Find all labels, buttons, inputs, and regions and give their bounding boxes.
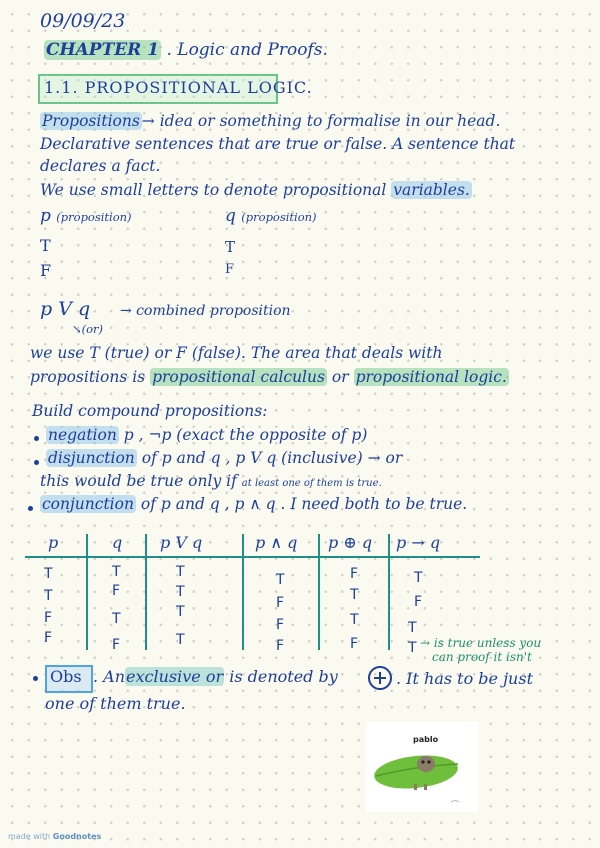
table-col-divider-2 <box>145 534 147 650</box>
section-title: 1.1. PROPOSITIONAL LOGIC. <box>44 78 313 97</box>
chapter-title: . Logic and Proofs. <box>166 40 328 60</box>
bullet-negation <box>34 436 39 441</box>
example-p-label: p <box>40 206 51 226</box>
obs-line-1-start: . An <box>93 667 126 686</box>
table-header-q: q <box>112 533 123 552</box>
table-header-p: p <box>48 533 59 552</box>
intro-line-4-text: We use small letters to denote propositional <box>40 181 387 199</box>
footer-prefix: made with <box>8 832 51 841</box>
implication-note-1: → is true unless you <box>420 636 542 650</box>
table-col-divider-3 <box>242 534 244 650</box>
example-p-false: F <box>40 261 52 280</box>
disjunction-rest: of p and q , p V q (inclusive) → or <box>141 449 403 467</box>
table-cell: T <box>176 584 185 600</box>
table-cell: T <box>414 570 423 586</box>
intro-line-4 <box>40 181 472 199</box>
bullet-obs <box>33 676 38 681</box>
table-header-rule <box>25 556 480 558</box>
variables-term: variables. <box>393 181 470 199</box>
chapter-label: CHAPTER 1 <box>46 40 160 60</box>
example-q-note: (proposition) <box>241 210 317 224</box>
conjunction-line <box>40 495 467 513</box>
bullet-disjunction <box>34 460 39 465</box>
combined-expr: p V q <box>40 298 91 320</box>
table-cell: F <box>276 638 285 654</box>
conjunction-term: conjunction <box>42 495 134 513</box>
negation-rest: p , ¬p (exact the opposite of p) <box>123 426 368 444</box>
table-cell: F <box>112 583 121 599</box>
table-cell: T <box>408 620 417 636</box>
obs-line-1-end: . It has to be just <box>396 669 533 688</box>
table-header-and: p ∧ q <box>255 533 298 552</box>
compound-heading: Build compound propositions: <box>32 402 268 420</box>
date: 09/09/23 <box>40 10 126 32</box>
disjunction-line-2 <box>40 472 382 490</box>
table-col-divider-1 <box>86 534 88 650</box>
table-header-xor: p ⊕ q <box>328 533 373 552</box>
table-cell: T <box>44 588 53 604</box>
area-line-2 <box>30 368 509 386</box>
pablo-sticker <box>366 722 478 812</box>
table-col-divider-4 <box>318 534 320 650</box>
disjunction-line <box>46 449 402 467</box>
table-cell: F <box>350 566 359 582</box>
area-or: or <box>331 368 349 386</box>
table-cell: T <box>112 611 121 627</box>
intro-line-2: Declarative sentences that are true or false. A sentence that <box>40 135 516 153</box>
area-line-2-text: propositions is <box>30 368 146 386</box>
example-q-label: q <box>225 206 236 226</box>
table-cell: T <box>176 604 185 620</box>
exclusive-or-term: exclusive or <box>126 667 224 686</box>
example-q-true: T <box>225 238 236 256</box>
table-cell: T <box>408 640 417 656</box>
sticker-label: pablo <box>413 735 439 744</box>
footer-brand: Goodnotes <box>52 832 102 841</box>
table-cell: T <box>176 632 185 648</box>
table-cell: F <box>44 610 53 626</box>
or-note: ↘(or) <box>72 322 104 336</box>
obs-line-1 <box>93 667 338 686</box>
example-p <box>40 206 132 226</box>
example-q-false: F <box>225 262 235 277</box>
implication-note-2: can proof it isn't <box>432 650 532 664</box>
obs-line-2: one of them true. <box>45 694 186 713</box>
obs-line-1-mid: is denoted by <box>229 667 338 686</box>
table-cell: F <box>276 617 285 633</box>
table-cell: F <box>44 630 53 646</box>
table-cell: F <box>414 594 423 610</box>
table-header-or: p V q <box>160 533 203 552</box>
oplus-icon <box>368 666 392 690</box>
example-p-note: (proposition) <box>56 210 132 224</box>
table-cell: T <box>276 572 285 588</box>
table-cell: F <box>112 637 121 653</box>
table-cell: T <box>176 564 185 580</box>
example-p-true: T <box>40 236 51 255</box>
disjunction-term: disjunction <box>48 449 135 467</box>
propositional-logic-term: propositional logic. <box>355 368 507 386</box>
propositions-term: Propositions <box>42 112 140 130</box>
chapter-heading <box>44 40 328 60</box>
example-q <box>225 206 317 226</box>
goodnotes-footer <box>8 832 101 841</box>
intro-line-3: declares a fact. <box>40 157 161 175</box>
table-cell: F <box>276 595 285 611</box>
combined-arrow-text: → combined proposition <box>120 303 291 319</box>
table-cell: T <box>112 564 121 580</box>
intro-line-1 <box>40 112 500 130</box>
table-cell: T <box>350 612 359 628</box>
table-col-divider-5 <box>388 534 390 650</box>
bullet-conjunction <box>28 506 33 511</box>
disjunction-line-2-text: this would be true only if <box>40 472 237 490</box>
area-line-1: we use T (true) or F (false). The area that deals with <box>30 344 443 362</box>
intro-line-1-rest: → idea or something to formalise in our head. <box>141 112 501 130</box>
table-cell: T <box>44 566 53 582</box>
conjunction-rest: of p and q , p ∧ q . I need both to be true. <box>140 495 468 513</box>
negation-line <box>46 426 367 444</box>
negation-term: negation <box>48 426 117 444</box>
table-header-implies: p → q <box>396 533 441 552</box>
table-cell: F <box>350 636 359 652</box>
propositional-calculus-term: propositional calculus <box>152 368 325 386</box>
obs-label: Obs <box>50 667 82 686</box>
table-cell: T <box>350 587 359 603</box>
disjunction-line-2-small: at least one of them is true. <box>241 478 382 489</box>
